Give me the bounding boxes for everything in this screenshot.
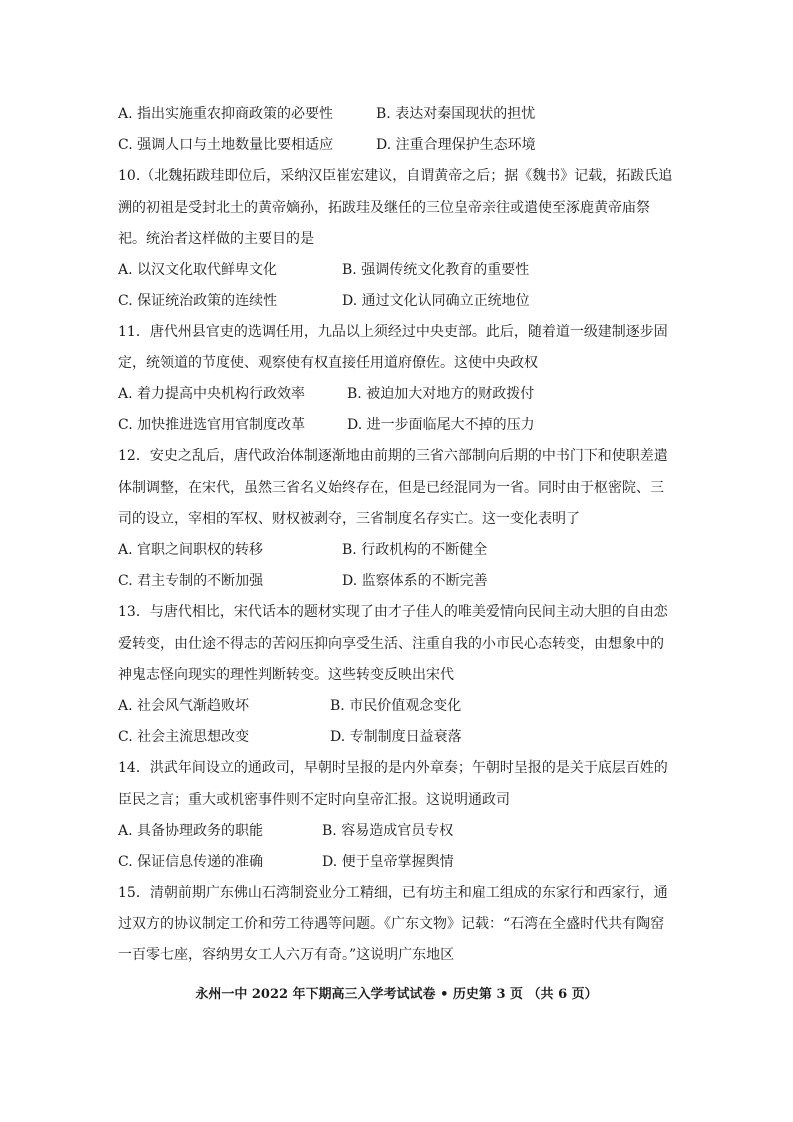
q12-option-a: A. 官职之间职权的转移 [118, 542, 264, 558]
q14-stem-line-1: 14．洪武年间设立的通政司，早朝时呈报的是内外章奏；午朝时呈报的是关于底层百姓的 [118, 760, 668, 776]
q14-option-a: A. 具备协理政务的职能 [118, 823, 264, 839]
q11-option-a: A. 着力提高中央机构行政效率 [118, 386, 306, 402]
q12-stem-line-2: 体制调整，在宋代，虽然三省名义始终存在，但是已经混同为一省。同时由于枢密院、三 [118, 480, 664, 496]
q12-stem-line-3: 司的设立，宰相的军权、财权被剥夺，三省制度名存实亡。这一变化表明了 [118, 511, 580, 527]
q13-stem-line-3: 神鬼志怪向现实的理性判断转变。这些转变反映出宋代 [118, 667, 454, 683]
q9-option-b: B. 表达对秦国现状的担忧 [376, 106, 536, 122]
q13-option-d: D. 专制制度日益衰落 [330, 729, 462, 745]
q11-stem-line-2: 定，统领道的节度使、观察使有权直接任用道府僚佐。这使中央政权 [118, 355, 538, 371]
q11-option-c: C. 加快推进选官用官制度改革 [118, 417, 306, 433]
q10-option-c: C. 保证统治政策的连续性 [118, 293, 278, 309]
q12-option-b: B. 行政机构的不断健全 [342, 542, 488, 558]
q12-stem-line-1: 12．安史之乱后，唐代政治体制逐渐地由前期的三省六部制向后期的中书门下和使职差遣 [118, 448, 668, 464]
q11-stem-line-1: 11．唐代州县官吏的选调任用，九品以上须经过中央吏部。此后，随着道一级建制逐步固 [118, 324, 668, 340]
q15-stem-line-1: 15．清朝前期广东佛山石湾制瓷业分工精细，已有坊主和雇工组成的东家行和西家行，通 [118, 885, 668, 901]
q10-stem-line-3: 祀。统治者这样做的主要目的是 [118, 231, 314, 247]
q13-stem-line-2: 爱转变，由仕途不得志的苦闷压抑向享受生活、注重自我的小市民心态转变，由想象中的 [118, 636, 664, 652]
q14-option-c: C. 保证信息传递的准确 [118, 854, 264, 870]
q13-option-c: C. 社会主流思想改变 [118, 729, 250, 745]
q10-stem-line-1: 10.（北魏拓跋珪即位后，采纳汉臣崔宏建议，自谓黄帝之后；据《魏书》记载，拓跋氏追 [118, 168, 673, 184]
q14-option-b: B. 容易造成官员专权 [322, 823, 454, 839]
q14-stem-line-2: 臣民之言；重大或机密事件则不定时向皇帝汇报。这说明通政司 [118, 792, 510, 808]
q13-option-a: A. 社会风气渐趋败坏 [118, 698, 250, 714]
q10-option-a: A. 以汉文化取代鲜卑文化 [118, 262, 278, 278]
q13-option-b: B. 市民价值观念变化 [330, 698, 462, 714]
q11-option-b: B. 被迫加大对地方的财政拨付 [347, 386, 535, 402]
q14-option-d: D. 便于皇帝掌握舆情 [322, 854, 454, 870]
q9-option-c: C. 强调人口与土地数量比要相适应 [118, 137, 334, 153]
page-footer: 永州一中 2022 年下期高三入学考试试卷 • 历史第 3 页 （共 6 页） [195, 987, 598, 1002]
q9-option-a: A. 指出实施重农抑商政策的必要性 [118, 106, 334, 122]
q11-option-d: D. 进一步面临尾大不掉的压力 [347, 417, 535, 433]
q13-stem-line-1: 13．与唐代相比，宋代话本的题材实现了由才子佳人的唯美爱情向民间主动大胆的自由恋 [118, 604, 668, 620]
q10-stem-line-2: 溯的初祖是受封北土的黄帝嫡孙，拓跋珪及继任的三位皇帝亲往或遣使至涿鹿黄帝庙祭 [118, 200, 650, 216]
q9-option-d: D. 注重合理保护生态环境 [376, 137, 536, 153]
q10-option-b: B. 强调传统文化教育的重要性 [342, 262, 530, 278]
q15-stem-line-2: 过双方的协议制定工价和劳工待遇等问题。《广东文物》记载：“石湾在全盛时代共有陶窑 [118, 916, 665, 932]
q12-option-d: D. 监察体系的不断完善 [342, 573, 488, 589]
q10-option-d: D. 通过文化认同确立正统地位 [342, 293, 530, 309]
q15-stem-line-3: 一百零七座，容纳男女工人六万有奇。”这说明广东地区 [118, 947, 455, 963]
q12-option-c: C. 君主专制的不断加强 [118, 573, 264, 589]
